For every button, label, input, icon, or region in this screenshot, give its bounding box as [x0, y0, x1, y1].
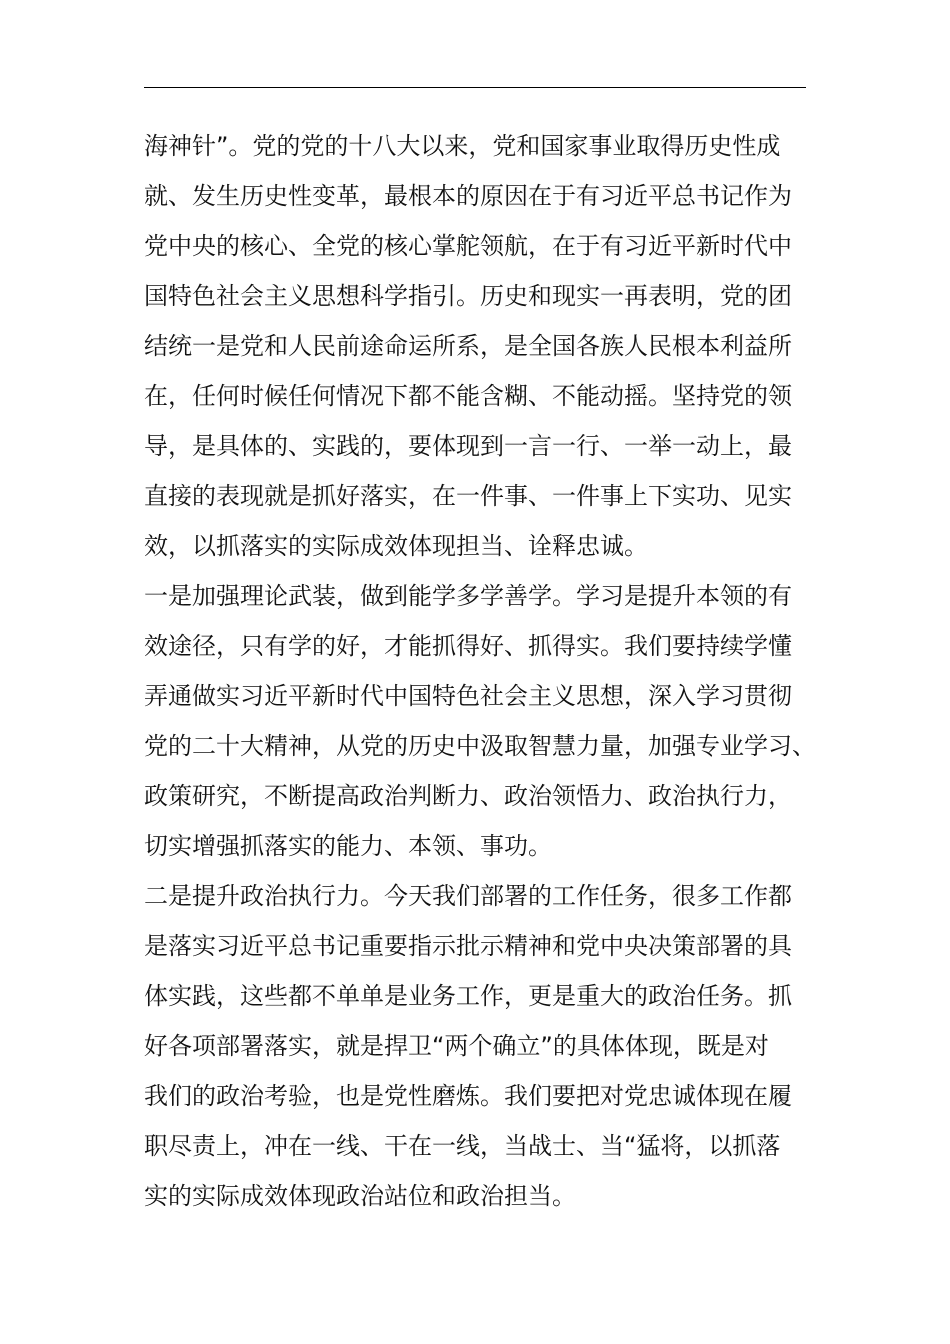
text-line: 国特色社会主义思想科学指引。历史和现实一再表明，党的团: [144, 282, 792, 310]
text-line: 在，任何时候任何情况下都不能含糊、不能动摇。坚持党的领: [144, 382, 792, 410]
text-line: 海神针”。党的党的十八大以来，党和国家事业取得历史性成: [144, 132, 781, 160]
text-line: 好各项部署落实，就是捍卫“两个确立”的具体体现，既是对: [144, 1032, 769, 1060]
text-line: 弄通做实习近平新时代中国特色社会主义思想，深入学习贯彻: [144, 682, 792, 710]
text-line: 一是加强理论武装，做到能学多学善学。学习是提升本领的有: [144, 582, 792, 610]
text-line: 效，以抓落实的实际成效体现担当、诠释忠诚。: [144, 532, 648, 560]
text-line: 体实践，这些都不单单是业务工作，更是重大的政治任务。抓: [144, 982, 792, 1010]
text-line: 效途径，只有学的好，才能抓得好、抓得实。我们要持续学懂: [144, 632, 792, 660]
header-divider: [144, 87, 806, 88]
text-line: 是落实习近平总书记重要指示批示精神和党中央决策部署的具: [144, 932, 792, 960]
text-line: 结统一是党和人民前途命运所系，是全国各族人民根本利益所: [144, 332, 792, 360]
text-line: 就、发生历史性变革，最根本的原因在于有习近平总书记作为: [144, 182, 792, 210]
text-line: 党中央的核心、全党的核心掌舵领航，在于有习近平新时代中: [144, 232, 792, 260]
body-text: [144, 121, 844, 1221]
text-line: 导，是具体的、实践的，要体现到一言一行、一举一动上，最: [144, 432, 792, 460]
text-line: 我们的政治考验，也是党性磨炼。我们要把对党忠诚体现在履: [144, 1082, 792, 1110]
text-line: 直接的表现就是抓好落实，在一件事、一件事上下实功、见实: [144, 482, 792, 510]
text-line: 职尽责上，冲在一线、干在一线，当战士、当“猛将，以抓落: [144, 1132, 781, 1160]
text-line: 二是提升政治执行力。今天我们部署的工作任务，很多工作都: [144, 882, 792, 910]
text-line: 党的二十大精神，从党的历史中汲取智慧力量，加强专业学习、: [144, 732, 816, 760]
text-line: 切实增强抓落实的能力、本领、事功。: [144, 832, 552, 860]
text-line: 实的实际成效体现政治站位和政治担当。: [144, 1182, 576, 1210]
text-line: 政策研究，不断提高政治判断力、政治领悟力、政治执行力，: [144, 782, 792, 810]
